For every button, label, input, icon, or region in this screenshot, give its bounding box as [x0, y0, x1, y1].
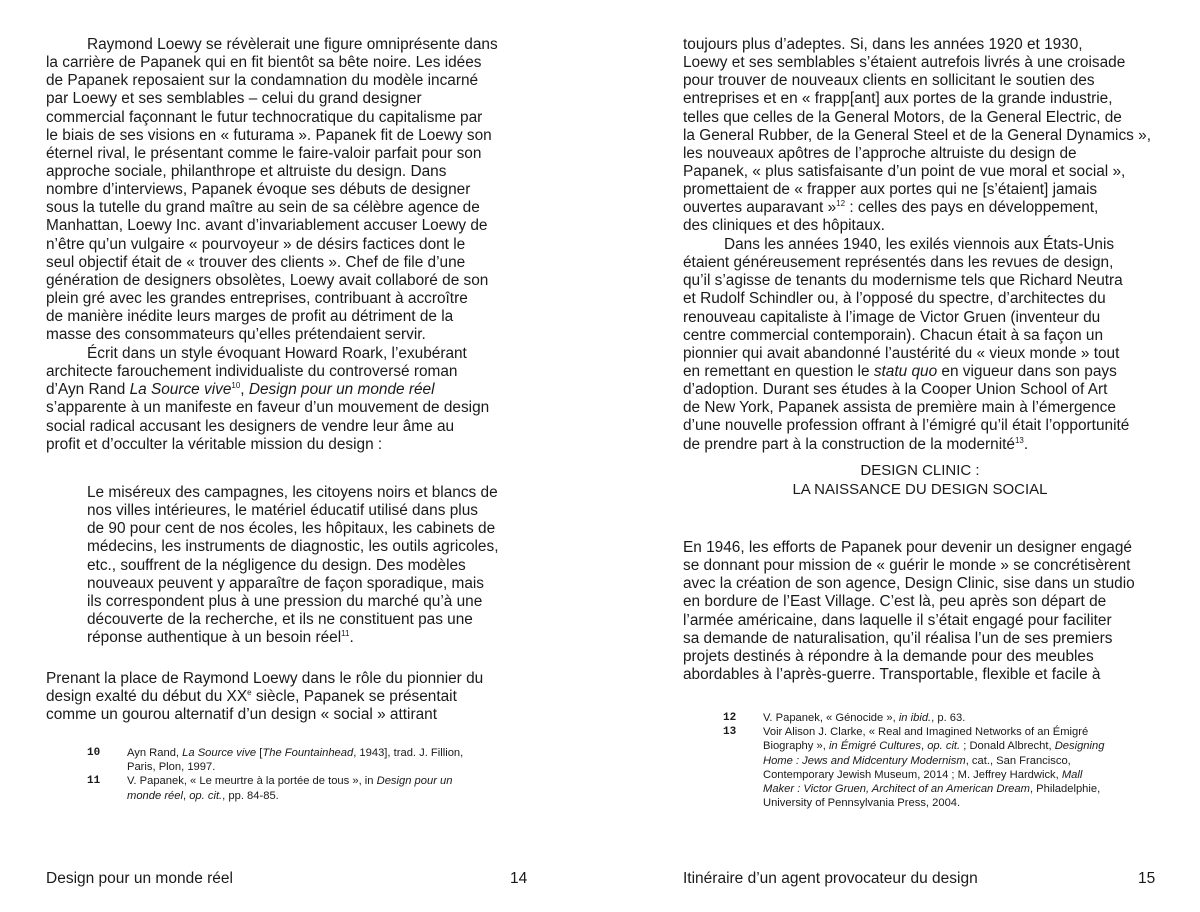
text-line: commercial façonnant le futur technocratique du capitalisme par — [46, 108, 483, 126]
text-line: de 90 pour cent de nos écoles, les hôpitaux, les cabinets de — [87, 520, 496, 538]
footnote-reference: 12 — [836, 199, 846, 209]
text-run: V. Papanek, « Génocide », — [763, 712, 899, 724]
right-paragraph-3 — [683, 539, 1135, 684]
text-run: , p. 63. — [931, 712, 966, 724]
text-line — [46, 381, 489, 399]
text-line — [87, 629, 498, 647]
text-line — [683, 436, 1129, 454]
text-line: promettaient de « frapper aux portes qui ne [s’étaient] jamais — [683, 181, 1098, 199]
text-line: et Rudolf Schindler ou, à l’opposé du spectre, d’architectes du — [683, 290, 1106, 308]
italic-text: op. cit. — [927, 740, 961, 753]
text-run: ; Donald Albrecht, — [960, 740, 1055, 753]
left-paragraph-1 — [46, 36, 498, 344]
text-run: réponse authentique à un besoin réel — [87, 629, 342, 647]
text-line: s’apparente à un manifeste en faveur d’un mouvement de design — [46, 399, 490, 417]
italic-text: La Source vive — [129, 381, 232, 399]
text-run: , — [920, 740, 928, 753]
text-line: se donnant pour mission de « guérir le monde » se concrétisèrent — [683, 557, 1131, 575]
section-heading-line-2: LA NAISSANCE DU DESIGN SOCIAL — [792, 481, 1048, 498]
text-line: étaient généreusement représentés dans les revues de design, — [683, 254, 1114, 272]
text-line: Raymond Loewy se révèlerait une figure omniprésente dans — [87, 36, 498, 53]
text-line: l’armée américaine, dans laquelle il s’était engagé pour faciliter — [683, 611, 1112, 629]
text-line: Manhattan, Loewy Inc. avant d’invariablement accuser Loewy de — [46, 217, 488, 235]
footnote-reference: 10 — [231, 381, 241, 391]
text-run: . — [349, 629, 354, 647]
footnote-text — [127, 746, 463, 774]
text-line: de New York, Papanek assista de première main à l’émergence — [683, 399, 1116, 417]
text-line: par Loewy et ses semblables – celui du grand designer — [46, 90, 422, 108]
text-line: la General Rubber, de la General Steel et de la General Dynamics », — [683, 126, 1151, 144]
text-line: Le miséreux des campagnes, les citoyens noirs et blancs de — [87, 484, 498, 501]
footnote-number: 13 — [723, 726, 737, 739]
italic-text: La Source vive — [182, 747, 257, 759]
text-line: comme un gourou alternatif d’un design « social » attirant — [46, 706, 437, 724]
text-line: pionnier qui avait abandonné l’austérité du « vieux monde » tout — [683, 344, 1120, 362]
right-paragraph-1 — [683, 36, 1151, 236]
text-line: de manière inédite leurs marges de profit au détriment de la — [46, 308, 454, 326]
text-run: en remettant en question le — [683, 362, 874, 380]
footnote-text — [763, 711, 965, 725]
text-run: Ayn Rand, — [127, 747, 183, 759]
text-line: médecins, les instruments de diagnostic, les outils agricoles, — [87, 538, 499, 556]
right-running-footer: Itinéraire d’un agent provocateur du design — [683, 870, 978, 887]
left-footnotes — [87, 746, 463, 803]
text-line: d’adoption. Durant ses études à la Cooper Union School of Art — [683, 381, 1108, 399]
footnote-line — [127, 774, 453, 788]
text-run: , — [182, 789, 190, 802]
text-run: siècle, Papanek se présentait — [251, 688, 457, 706]
section-heading-line-1: DESIGN CLINIC : — [860, 462, 980, 479]
text-line: abordables à l’après-guerre. Transportable, flexible et facile à — [683, 665, 1101, 683]
text-line: Papanek, « plus satisfaisante d’un point de vue moral et social », — [683, 162, 1126, 180]
footnote-line: Voir Alison J. Clarke, « Real and Imagined Networks of an Émigré — [763, 726, 1089, 739]
text-line: Écrit dans un style évoquant Howard Roark, l’exubérant — [87, 345, 467, 362]
text-run: d’Ayn Rand — [46, 381, 130, 399]
block-quote — [87, 484, 498, 647]
text-line: le biais de ses visions en « futurama ». Papanek fit de Loewy son — [46, 126, 492, 144]
text-line: En 1946, les efforts de Papanek pour devenir un designer engagé — [683, 539, 1132, 556]
italic-text: Home : Jews and Midcentury Modernism — [763, 754, 966, 767]
text-line: qu’il s’agisse de tenants du modernisme tels que Richard Neutra — [683, 272, 1123, 290]
text-line: d’une nouvelle profession offrant à l’émigré qu’il était l’opportunité — [683, 417, 1130, 435]
italic-text: statu quo — [873, 362, 938, 380]
text-line: nombre d’interviews, Papanek évoque ses débuts de designer — [46, 181, 471, 199]
text-run: design exalté du début du XX — [46, 688, 248, 706]
footnote-line — [127, 746, 463, 760]
text-line: découverte de la recherche, et ils ne constituent pas une — [87, 610, 473, 628]
left-running-footer: Design pour un monde réel — [46, 870, 233, 887]
footnote — [723, 711, 1104, 725]
footnote-line — [127, 789, 453, 803]
footnote-text — [763, 725, 1104, 810]
text-line: pour trouver de nouveaux clients en sollicitant le soutien des — [683, 72, 1095, 90]
text-run: , 1943], trad. J. Fillion, — [353, 747, 464, 759]
footnote-number: 12 — [723, 712, 737, 724]
italic-text: Design pour un — [376, 775, 453, 788]
text-run: [ — [256, 747, 263, 759]
italic-text: The Fountainhead — [262, 747, 354, 759]
left-paragraph-2 — [46, 345, 489, 454]
left-page-number: 14 — [510, 870, 528, 887]
left-paragraph-3 — [46, 670, 483, 724]
footnote-number: 10 — [87, 747, 101, 759]
text-line: profit et d’occulter la véritable mission du design : — [46, 435, 383, 453]
text-run: de prendre part à la construction de la modernité — [683, 435, 1015, 453]
italic-text: in Émigré Cultures — [828, 740, 921, 753]
text-line — [683, 199, 1151, 217]
text-run: : celles des pays en développement, — [845, 199, 1099, 217]
text-run: , cat., San Francisco, — [965, 754, 1071, 767]
text-run: , pp. 84-85. — [222, 789, 279, 802]
text-line: Prenant la place de Raymond Loewy dans le rôle du pionnier du — [46, 670, 484, 687]
text-line: Loewy et ses semblables s’étaient autrefois livrés à une croisade — [683, 54, 1126, 72]
text-line: de Papanek reposaient sur la condamnation du modèle incarné — [46, 72, 479, 90]
italic-text: Mall — [1061, 768, 1083, 781]
text-line: toujours plus d’adeptes. Si, dans les années 1920 et 1930, — [683, 36, 1083, 53]
footnote-line — [763, 711, 965, 725]
text-run: , — [240, 381, 249, 399]
italic-text: monde réel — [127, 789, 183, 802]
text-line: sa demande de naturalisation, qu’il réalisa l’un de ses premiers — [683, 629, 1113, 647]
italic-text: Designing — [1054, 740, 1105, 753]
text-run: ouvertes auparavant » — [683, 199, 837, 217]
text-line: etc., souffrent de la négligence du design. Des modèles — [87, 556, 466, 574]
footnote-line — [763, 782, 1104, 796]
text-line: la carrière de Papanek qui en fit bientôt sa bête noire. Les idées — [46, 54, 482, 72]
italic-text: Maker : Victor Gruen, Architect of an American Dream — [763, 783, 1030, 796]
text-line: approche sociale, philanthrope et altruiste du design. Dans — [46, 162, 447, 180]
text-run: V. Papanek, « Le meurtre à la portée de tous », in — [127, 775, 377, 788]
right-paragraph-2 — [683, 236, 1129, 454]
footnote-line — [763, 739, 1104, 753]
text-line: les nouveaux apôtres de l’approche altruiste du design de — [683, 144, 1077, 162]
text-line: en bordure de l’East Village. C’est là, peu après son départ de — [683, 593, 1107, 611]
footnote-line — [763, 754, 1104, 768]
section-heading — [683, 461, 1157, 499]
text-line: n’être qu’un vulgaire « pourvoyeur » de désirs factices dont le — [46, 235, 466, 253]
italic-text: Design pour un monde réel — [248, 381, 435, 399]
right-page-number: 15 — [1138, 870, 1156, 887]
text-line: seul objectif était de « trouver des clients ». Chef de file d’une — [46, 253, 466, 271]
footnote — [723, 725, 1104, 810]
text-run: Biography », — [763, 740, 829, 753]
right-footnotes — [723, 711, 1104, 810]
footnote — [87, 774, 463, 802]
text-line: telles que celles de la General Motors, de la General Electric, de — [683, 108, 1122, 126]
italic-text: in ibid. — [898, 712, 932, 724]
text-line: nos villes intérieures, le matériel éducatif utilisé dans plus — [87, 502, 478, 520]
text-line: masse des consommateurs qu’elles prétendaient servir. — [46, 326, 426, 344]
text-line: entreprises et en « frapp[ant] aux portes de la grande industrie, — [683, 90, 1113, 108]
footnote-line: University of Pennsylvania Press, 2004. — [763, 797, 961, 810]
text-line — [683, 363, 1129, 381]
text-line: renouveau capitaliste à l’image de Victor Gruen (inventeur du — [683, 308, 1101, 326]
text-line: plein gré avec les grandes entreprises, contribuant à accroître — [46, 289, 468, 307]
italic-text: op. cit. — [189, 789, 223, 802]
text-line: centre commercial contemporain). Chacun était à sa façon un — [683, 326, 1104, 344]
text-line — [46, 688, 483, 706]
text-line: architecte farouchement individualiste du controversé roman — [46, 363, 458, 381]
text-line: génération de designers obsolètes, Loewy avait collaboré de son — [46, 271, 489, 289]
text-line: Dans les années 1940, les exilés viennois aux États-Unis — [724, 236, 1115, 253]
text-line: ils correspondent plus à une pression du marché qu’à une — [87, 592, 483, 610]
text-line: social radical accusant les designers de vendre leur âme au — [46, 417, 455, 435]
footnote — [87, 746, 463, 774]
footnote-reference: e — [247, 688, 252, 698]
text-run: , Philadelphie, — [1029, 783, 1101, 796]
text-line: avec la création de son agence, Design Clinic, sise dans un studio — [683, 575, 1135, 593]
text-line: nouveaux peuvent y apparaître de façon sporadique, mais — [87, 574, 485, 592]
text-line: sous la tutelle du grand maître au sein de sa célèbre agence de — [46, 199, 480, 217]
text-line: des cliniques et des hôpitaux. — [683, 217, 885, 235]
text-line: projets destinés à répondre à la demande pour des meubles — [683, 647, 1094, 665]
footnote-reference: 11 — [341, 629, 350, 639]
text-line: éternel rival, le présentant comme le faire-valoir parfait pour son — [46, 144, 482, 162]
footnote-number: 11 — [87, 775, 101, 788]
footnote-line — [763, 768, 1104, 782]
footnote-reference: 13 — [1014, 435, 1024, 445]
footnote-text — [127, 774, 453, 802]
footnote-line: Paris, Plon, 1997. — [127, 761, 216, 774]
text-run: . — [1023, 435, 1029, 453]
text-run: Contemporary Jewish Museum, 2014 ; M. Jeffrey Hardwick, — [763, 768, 1062, 781]
text-run: en vigueur dans son pays — [937, 362, 1117, 380]
